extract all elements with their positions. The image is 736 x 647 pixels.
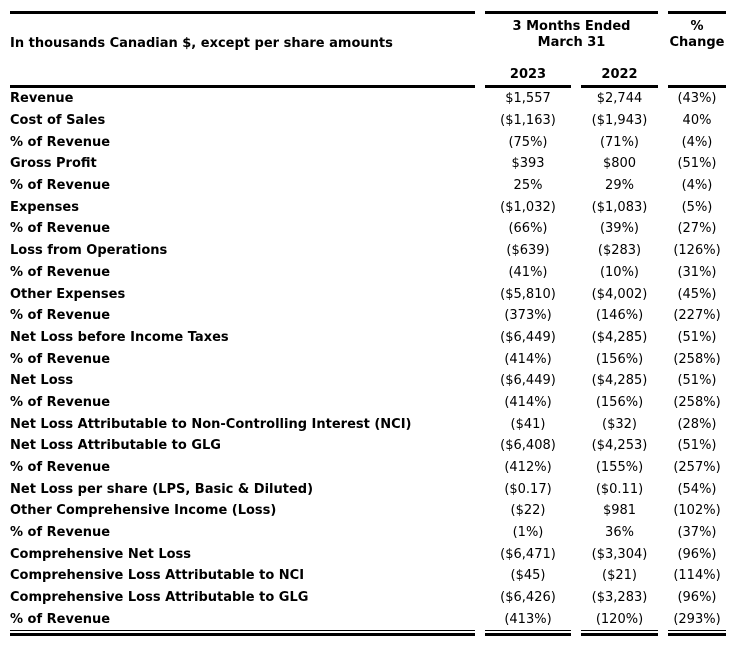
- row-label-cell: Expenses: [10, 199, 79, 215]
- value-2023-cell: ($1,032): [500, 199, 556, 215]
- value-2022-cell: 36%: [605, 525, 634, 541]
- value-2022-cell: (39%): [599, 221, 640, 237]
- value-2022-cell: ($1,943): [591, 113, 648, 129]
- table-row: [10, 131, 726, 153]
- row-label-cell: % of Revenue: [10, 221, 111, 237]
- value-2022-cell: ($0.11): [595, 481, 644, 497]
- change-cell: (4%): [681, 178, 713, 194]
- change-cell: (258%): [673, 394, 721, 410]
- row-label-cell: Revenue: [10, 91, 74, 107]
- period-header-line2: March 31: [537, 35, 606, 50]
- value-2022-cell: ($4,253): [591, 438, 648, 454]
- value-2023-cell: ($45): [510, 568, 546, 584]
- change-cell: (51%): [677, 438, 717, 454]
- value-2023-cell: ($0.17): [504, 481, 552, 497]
- value-2022-cell: (146%): [595, 308, 644, 324]
- row-label-cell: % of Revenue: [10, 178, 111, 194]
- change-cell: (27%): [677, 221, 717, 237]
- change-cell: (54%): [677, 481, 717, 497]
- change-cell: (4%): [681, 134, 713, 150]
- value-2023-cell: ($22): [510, 503, 546, 519]
- value-2023-cell: (75%): [508, 134, 548, 150]
- table-row: [10, 262, 726, 284]
- row-label-cell: % of Revenue: [10, 394, 111, 410]
- table-row: [10, 283, 726, 305]
- value-2023-cell: (66%): [508, 221, 548, 237]
- change-cell: (102%): [673, 503, 721, 519]
- row-label-cell: Comprehensive Net Loss: [10, 546, 192, 562]
- change-cell: (51%): [677, 156, 717, 172]
- row-label-cell: Net Loss Attributable to GLG: [10, 438, 221, 454]
- row-label-cell: % of Revenue: [10, 264, 111, 280]
- row-label-cell: % of Revenue: [10, 308, 111, 324]
- value-2022-cell: (156%): [595, 351, 644, 367]
- row-label-cell: % of Revenue: [10, 134, 111, 150]
- table-row: [10, 500, 726, 522]
- change-cell: (227%): [673, 308, 721, 324]
- table-row: [10, 110, 726, 132]
- value-2022-cell: (71%): [599, 134, 640, 150]
- change-cell: (31%): [677, 264, 717, 280]
- change-cell: (96%): [677, 590, 717, 606]
- change-cell: 40%: [682, 113, 712, 129]
- value-2023-cell: (414%): [504, 351, 552, 367]
- change-cell: (45%): [677, 286, 717, 302]
- table-row: [10, 327, 726, 349]
- value-2023-cell: (373%): [504, 308, 552, 324]
- change-cell: (51%): [677, 373, 717, 389]
- row-label-cell: % of Revenue: [10, 351, 111, 367]
- change-cell: (293%): [668, 609, 726, 632]
- change-cell: (96%): [677, 546, 717, 562]
- change-cell: (5%): [681, 199, 713, 215]
- table-row: [10, 348, 726, 370]
- table-row: [10, 413, 726, 435]
- value-2023-cell: (1%): [512, 525, 544, 541]
- row-label-cell: Net Loss per share (LPS, Basic & Diluted): [10, 481, 314, 497]
- table-row: [10, 88, 726, 110]
- row-label-cell: % of Revenue: [10, 460, 111, 476]
- value-2023-cell: ($6,471): [500, 546, 556, 562]
- change-cell: (257%): [673, 460, 721, 476]
- table-body: [10, 88, 726, 636]
- value-2022-cell: $981: [602, 503, 637, 519]
- period-header: [485, 11, 658, 65]
- value-2022-cell: ($283): [597, 243, 642, 259]
- row-label-cell: Net Loss: [10, 373, 74, 389]
- row-label-cell: Net Loss Attributable to Non-Controlling Interest (NCI): [10, 416, 412, 432]
- period-header-line1: 3 Months Ended: [512, 19, 631, 34]
- table-row: [10, 175, 726, 197]
- year-column-2022: 2022: [581, 65, 658, 88]
- row-label-cell: Comprehensive Loss Attributable to GLG: [10, 590, 309, 606]
- bottom-rule-segment: [668, 631, 726, 636]
- table-row: [10, 435, 726, 457]
- table-row: [10, 457, 726, 479]
- change-cell: (28%): [677, 416, 717, 432]
- corner-label: In thousands Canadian $, except per share amounts: [10, 11, 475, 88]
- table-row: [10, 478, 726, 500]
- financial-results-table: [0, 11, 736, 636]
- value-2023-cell: (414%): [504, 394, 552, 410]
- table-row: [10, 392, 726, 414]
- row-label-cell: Comprehensive Loss Attributable to NCI: [10, 568, 305, 584]
- row-label-cell: Other Comprehensive Income (Loss): [10, 503, 277, 519]
- value-2022-cell: (10%): [599, 264, 640, 280]
- value-2022-cell: (155%): [595, 460, 644, 476]
- value-2023-cell: ($6,426): [500, 590, 556, 606]
- change-header-line1: %: [690, 19, 704, 34]
- table-row: [10, 609, 726, 632]
- value-2022-cell: ($32): [602, 416, 637, 432]
- row-label-cell: Cost of Sales: [10, 113, 106, 129]
- value-2023-cell: ($6,449): [500, 329, 556, 345]
- value-2022-cell: $2,744: [596, 91, 643, 107]
- value-2023-cell: 25%: [513, 178, 543, 194]
- row-label-cell: % of Revenue: [10, 525, 111, 541]
- change-cell: (37%): [677, 525, 717, 541]
- value-2023-cell: $393: [511, 156, 545, 172]
- change-cell: (43%): [677, 91, 717, 107]
- bottom-rule-row: [10, 631, 726, 636]
- table-row: [10, 240, 726, 262]
- row-label-cell: % of Revenue: [10, 609, 475, 632]
- row-label-cell: Loss from Operations: [10, 243, 168, 259]
- change-header: [668, 11, 726, 88]
- table-row: [10, 370, 726, 392]
- value-2022-cell: ($3,283): [591, 590, 648, 606]
- change-cell: (126%): [673, 243, 721, 259]
- table-row: [10, 587, 726, 609]
- value-2022-cell: ($4,285): [591, 373, 648, 389]
- value-2023-cell: (41%): [508, 264, 548, 280]
- value-2023-cell: (413%): [485, 609, 571, 632]
- value-2022-cell: ($21): [602, 568, 637, 584]
- value-2022-cell: ($4,002): [591, 286, 648, 302]
- value-2022-cell: (156%): [595, 394, 644, 410]
- value-2023-cell: ($41): [510, 416, 546, 432]
- change-cell: (114%): [673, 568, 721, 584]
- change-cell: (258%): [673, 351, 721, 367]
- header-row-period: [10, 11, 726, 65]
- bottom-rule-segment: [581, 631, 658, 636]
- table-row: [10, 305, 726, 327]
- value-2023-cell: ($6,408): [500, 438, 556, 454]
- table-row: [10, 218, 726, 240]
- value-2023-cell: $1,557: [505, 91, 551, 107]
- value-2022-cell: ($4,285): [591, 329, 648, 345]
- value-2023-cell: ($1,163): [500, 113, 556, 129]
- value-2023-cell: ($5,810): [500, 286, 556, 302]
- value-2023-cell: ($639): [506, 243, 550, 259]
- change-cell: (51%): [677, 329, 717, 345]
- value-2023-cell: (412%): [504, 460, 552, 476]
- bottom-rule-segment: [485, 631, 571, 636]
- row-label-cell: Gross Profit: [10, 156, 97, 172]
- row-label-cell: Net Loss before Income Taxes: [10, 329, 229, 345]
- table-row: [10, 543, 726, 565]
- value-2022-cell: ($1,083): [591, 199, 648, 215]
- value-2023-cell: ($6,449): [500, 373, 556, 389]
- value-2022-cell: ($3,304): [591, 546, 648, 562]
- table-header: [10, 11, 726, 88]
- table-row: [10, 196, 726, 218]
- value-2022-cell: 29%: [605, 178, 634, 194]
- value-2022-cell: $800: [602, 156, 637, 172]
- table-row: [10, 565, 726, 587]
- value-2022-cell: (120%): [581, 609, 658, 632]
- change-header-line2: Change: [669, 35, 725, 50]
- table-row: [10, 153, 726, 175]
- row-label-cell: Other Expenses: [10, 286, 126, 302]
- table-row: [10, 522, 726, 544]
- year-column-2023: 2023: [485, 65, 571, 88]
- bottom-rule-segment: [10, 631, 475, 636]
